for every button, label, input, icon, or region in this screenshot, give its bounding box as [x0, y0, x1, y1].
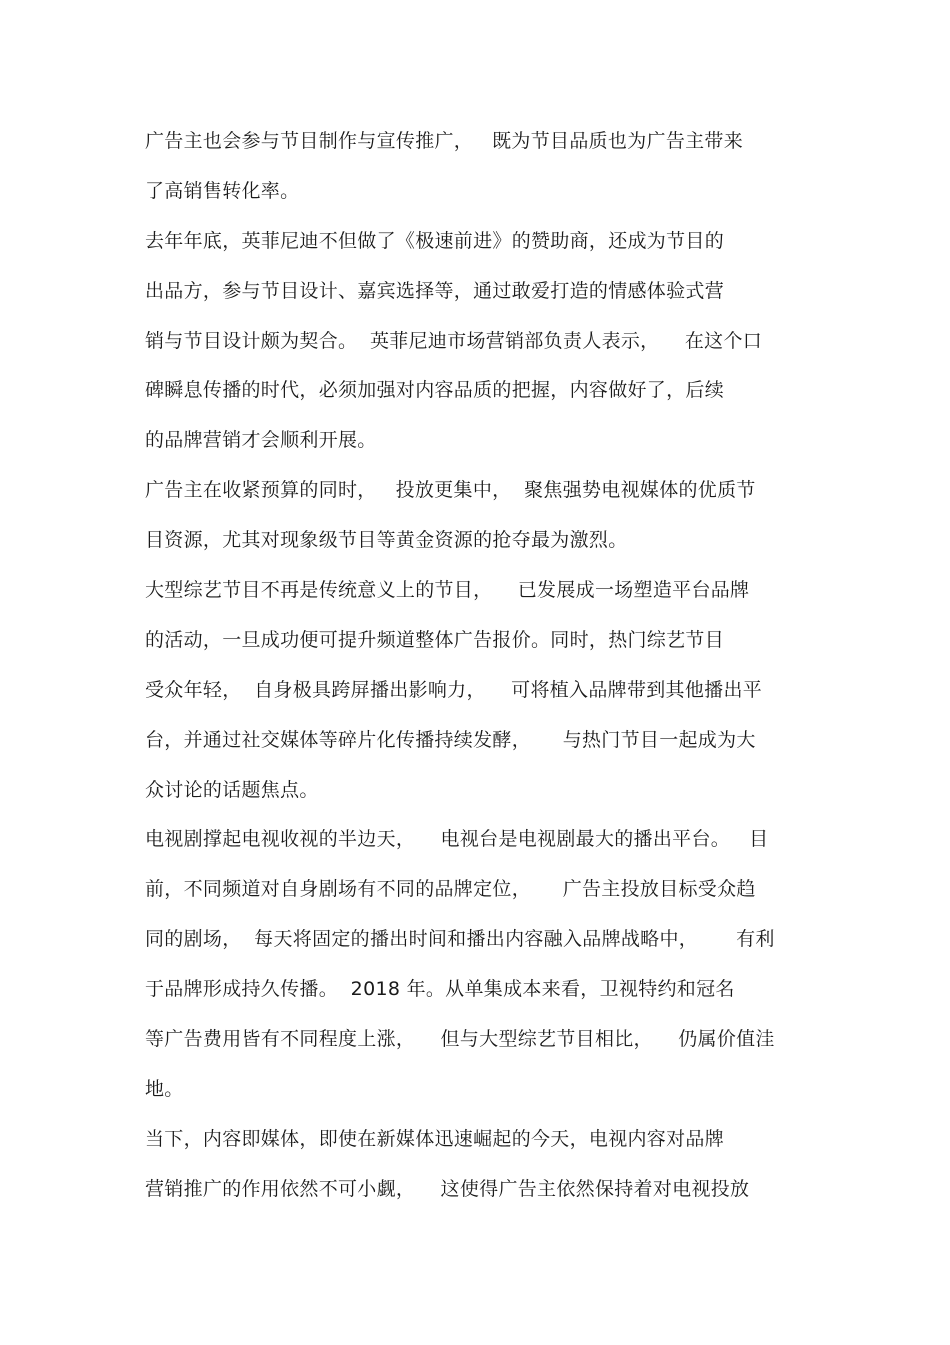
- text-line: 同的剧场， 每天将固定的播出时间和播出内容融入品牌战略中， 有利: [145, 928, 775, 951]
- text-line: 广告主在收紧预算的同时， 投放更集中， 聚焦强势电视媒体的优质节: [145, 479, 756, 502]
- text-line: 营销推广的作用依然不可小觑， 这使得广告主依然保持着对电视投放: [145, 1177, 750, 1200]
- text-line: 去年年底，英菲尼迪不但做了《极速前进》的赞助商，还成为节目的: [145, 229, 725, 252]
- text-line: 众讨论的话题焦点。: [145, 778, 319, 801]
- text-line: 电视剧撑起电视收视的半边天， 电视台是电视剧最大的播出平台。 目: [145, 828, 769, 851]
- body-text: [145, 117, 825, 1215]
- text-line: 受众年轻， 自身极具跨屏播出影响力， 可将植入品牌带到其他播出平: [145, 678, 763, 701]
- text-line: 大型综艺节目不再是传统意义上的节目， 已发展成一场塑造平台品牌: [145, 579, 750, 602]
- text-line: 当下，内容即媒体，即使在新媒体迅速崛起的今天，电视内容对品牌: [145, 1127, 725, 1150]
- text-line: 了高销售转化率。: [145, 179, 300, 202]
- text-line: 于品牌形成持久传播。 2018 年。从单集成本来看，卫视特约和冠名: [145, 978, 735, 1001]
- text-line: 地。: [145, 1077, 184, 1100]
- text-line: 目资源，尤其对现象级节目等黄金资源的抢夺最为激烈。: [145, 529, 628, 552]
- text-line: 销与节目设计颇为契合。 英菲尼迪市场营销部负责人表示， 在这个口: [145, 329, 763, 352]
- text-line: 的活动，一旦成功便可提升频道整体广告报价。同时，热门综艺节目: [145, 628, 725, 651]
- text-line: 碑瞬息传播的时代，必须加强对内容品质的把握，内容做好了，后续: [145, 379, 725, 402]
- text-line: 的品牌营销才会顺利开展。: [145, 429, 377, 452]
- text-line: 台，并通过社交媒体等碎片化传播持续发酵， 与热门节目一起成为大: [145, 728, 756, 751]
- text-line: 等广告费用皆有不同程度上涨， 但与大型综艺节目相比， 仍属价值洼: [145, 1028, 775, 1051]
- text-line: 广告主也会参与节目制作与宣传推广， 既为节目品质也为广告主带来: [145, 130, 744, 152]
- text-line: 前，不同频道对自身剧场有不同的品牌定位， 广告主投放目标受众趋: [145, 878, 756, 901]
- text-line: 出品方，参与节目设计、嘉宾选择等，通过敢爱打造的情感体验式营: [145, 279, 725, 302]
